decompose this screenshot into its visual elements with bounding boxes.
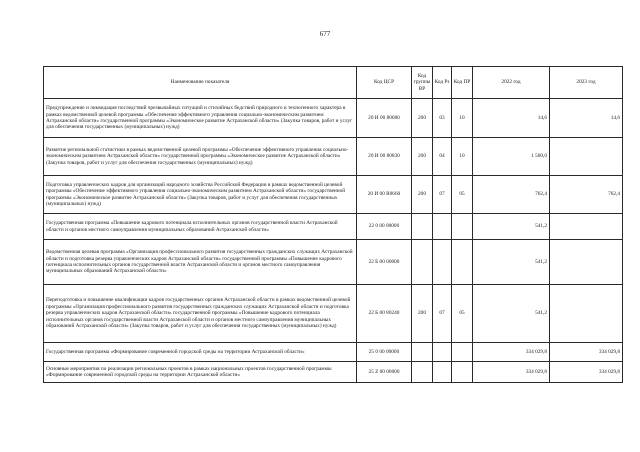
row-2022: 541,2: [473, 214, 550, 240]
table-row: [44, 99, 623, 138]
row-csr: 25 0 00 00000: [357, 343, 412, 362]
row-pr: [452, 343, 473, 362]
row-name: Подготовка управленческих кадров для организаций народного хозяйства Российской Федерации в рамках ведомственной целевой программы «Обеспечение эффективного управления социально-экономическим развитием Астраханской области» государственной программы «Экономическое развитие Астраханской области» (Закупка товаров, работ и услуг для обеспечения государственных (муниципальных) нужд): [44, 176, 357, 214]
header-rz: Код Рз: [433, 67, 452, 99]
row-2022: 14,6: [473, 99, 550, 138]
page-number: 677: [319, 30, 331, 38]
row-vr: [412, 214, 433, 240]
row-rz: [433, 343, 452, 362]
table-row: [44, 240, 623, 285]
row-2023: [550, 214, 623, 240]
row-pr: [452, 240, 473, 285]
row-2023: [550, 240, 623, 285]
header-pr: Код ПР: [452, 67, 473, 99]
row-2023: 334 029,8: [550, 343, 623, 362]
table-header-row: [44, 67, 623, 99]
budget-table: [43, 66, 623, 383]
row-vr: [412, 240, 433, 285]
row-name: Государственная программа «Повышение кадрового потенциала исполнительных органов государственной власти Астраханской области и органов местного самоуправления муниципальных образований Астраханской области»: [44, 214, 357, 240]
row-rz: [433, 214, 452, 240]
row-rz: 03: [433, 99, 452, 138]
row-2022: 1 500,0: [473, 138, 550, 176]
table-row: [44, 214, 623, 240]
row-rz: 07: [433, 176, 452, 214]
row-rz: 04: [433, 138, 452, 176]
row-2023: 334 029,8: [550, 362, 623, 383]
row-csr: 20 И 00 80680: [357, 99, 412, 138]
row-csr: 22 Б 00 80240: [357, 285, 412, 343]
row-rz: [433, 240, 452, 285]
header-vr: Код группы ВР: [412, 67, 433, 99]
row-vr: 200: [412, 138, 433, 176]
row-name: Развитие региональной статистики в рамках ведомственной целевой программы «Обеспечение эффективного управления социально-экономическим развитием Астраханской области» государственной программы «Экономическое развитие Астраханской области» (Закупка товаров, работ и услуг для обеспечения государственных (муниципальных) нужд): [44, 138, 357, 176]
row-name: Переподготовка и повышение квалификации кадров государственных органов Астраханской области в рамках ведомственной целевой программы «Организация профессионального развития государственных гражданских служащих Астраханской области и подготовка резерва управленческих кадров Астраханской области» государственной программы «Повышение кадрового потенциала исполнительных органов государственной власти Астраханской области и органов местного самоуправления муниципальных образований Астраханской области» (Закупка товаров, работ и услуг для обеспечения государственных (муниципальных) нужд): [44, 285, 357, 343]
row-pr: 05: [452, 176, 473, 214]
row-2023: 762,4: [550, 176, 623, 214]
row-2022: 762,4: [473, 176, 550, 214]
row-csr: 25 Z 00 00000: [357, 362, 412, 383]
row-pr: 10: [452, 99, 473, 138]
header-2023: 2023 год: [550, 67, 623, 99]
row-vr: 200: [412, 176, 433, 214]
row-vr: 200: [412, 99, 433, 138]
row-rz: [433, 362, 452, 383]
row-2023: [550, 285, 623, 343]
header-name: Наименование показателя: [44, 67, 357, 99]
table-row: [44, 176, 623, 214]
row-2022: 334 029,8: [473, 362, 550, 383]
row-pr: [452, 362, 473, 383]
row-name: Основные мероприятия по реализации региональных проектов в рамках национальных проектов государственной программы «Формирование современной городской среды на территории Астраханской области»: [44, 362, 357, 383]
row-pr: 05: [452, 285, 473, 343]
row-csr: 22 0 00 00000: [357, 214, 412, 240]
row-csr: 20 И 00 80830: [357, 138, 412, 176]
row-name: Государственная программа «Формирование современной городской среды на территории Астраханской области»: [44, 343, 357, 362]
row-vr: [412, 362, 433, 383]
row-2022: 541,2: [473, 285, 550, 343]
table-row: [44, 343, 623, 362]
table-row: [44, 138, 623, 176]
table-row: [44, 362, 623, 383]
header-2022: 2022 год: [473, 67, 550, 99]
row-rz: 07: [433, 285, 452, 343]
row-name: Предупреждение и ликвидация последствий чрезвычайных ситуаций и стихийных бедствий природного и техногенного характера в рамках ведомственной целевой программы «Обеспечение эффективного управления социально-экономическим развитием Астраханской области» государственной программы «Экономическое развитие Астраханской области» (Закупка товаров, работ и услуг для обеспечения государственных (муниципальных) нужд): [44, 99, 357, 138]
header-csr: Код ЦСР: [357, 67, 412, 99]
row-2023: 14,6: [550, 99, 623, 138]
row-2023: [550, 138, 623, 176]
row-2022: 541,2: [473, 240, 550, 285]
row-2022: 334 029,8: [473, 343, 550, 362]
row-pr: [452, 214, 473, 240]
row-pr: 10: [452, 138, 473, 176]
table-row: [44, 285, 623, 343]
row-vr: [412, 343, 433, 362]
row-name: Ведомственная целевая программа «Организация профессионального развития государственных гражданских служащих Астраханской области и подготовка резерва управленческих кадров Астраханской области» государственной программы «Повышение кадрового потенциала исполнительных органов государственной власти Астраханской области и органов местного самоуправления муниципальных образований Астраханской области»: [44, 240, 357, 285]
row-csr: 22 Б 00 00000: [357, 240, 412, 285]
row-vr: 200: [412, 285, 433, 343]
row-csr: 20 И 00 R0660: [357, 176, 412, 214]
